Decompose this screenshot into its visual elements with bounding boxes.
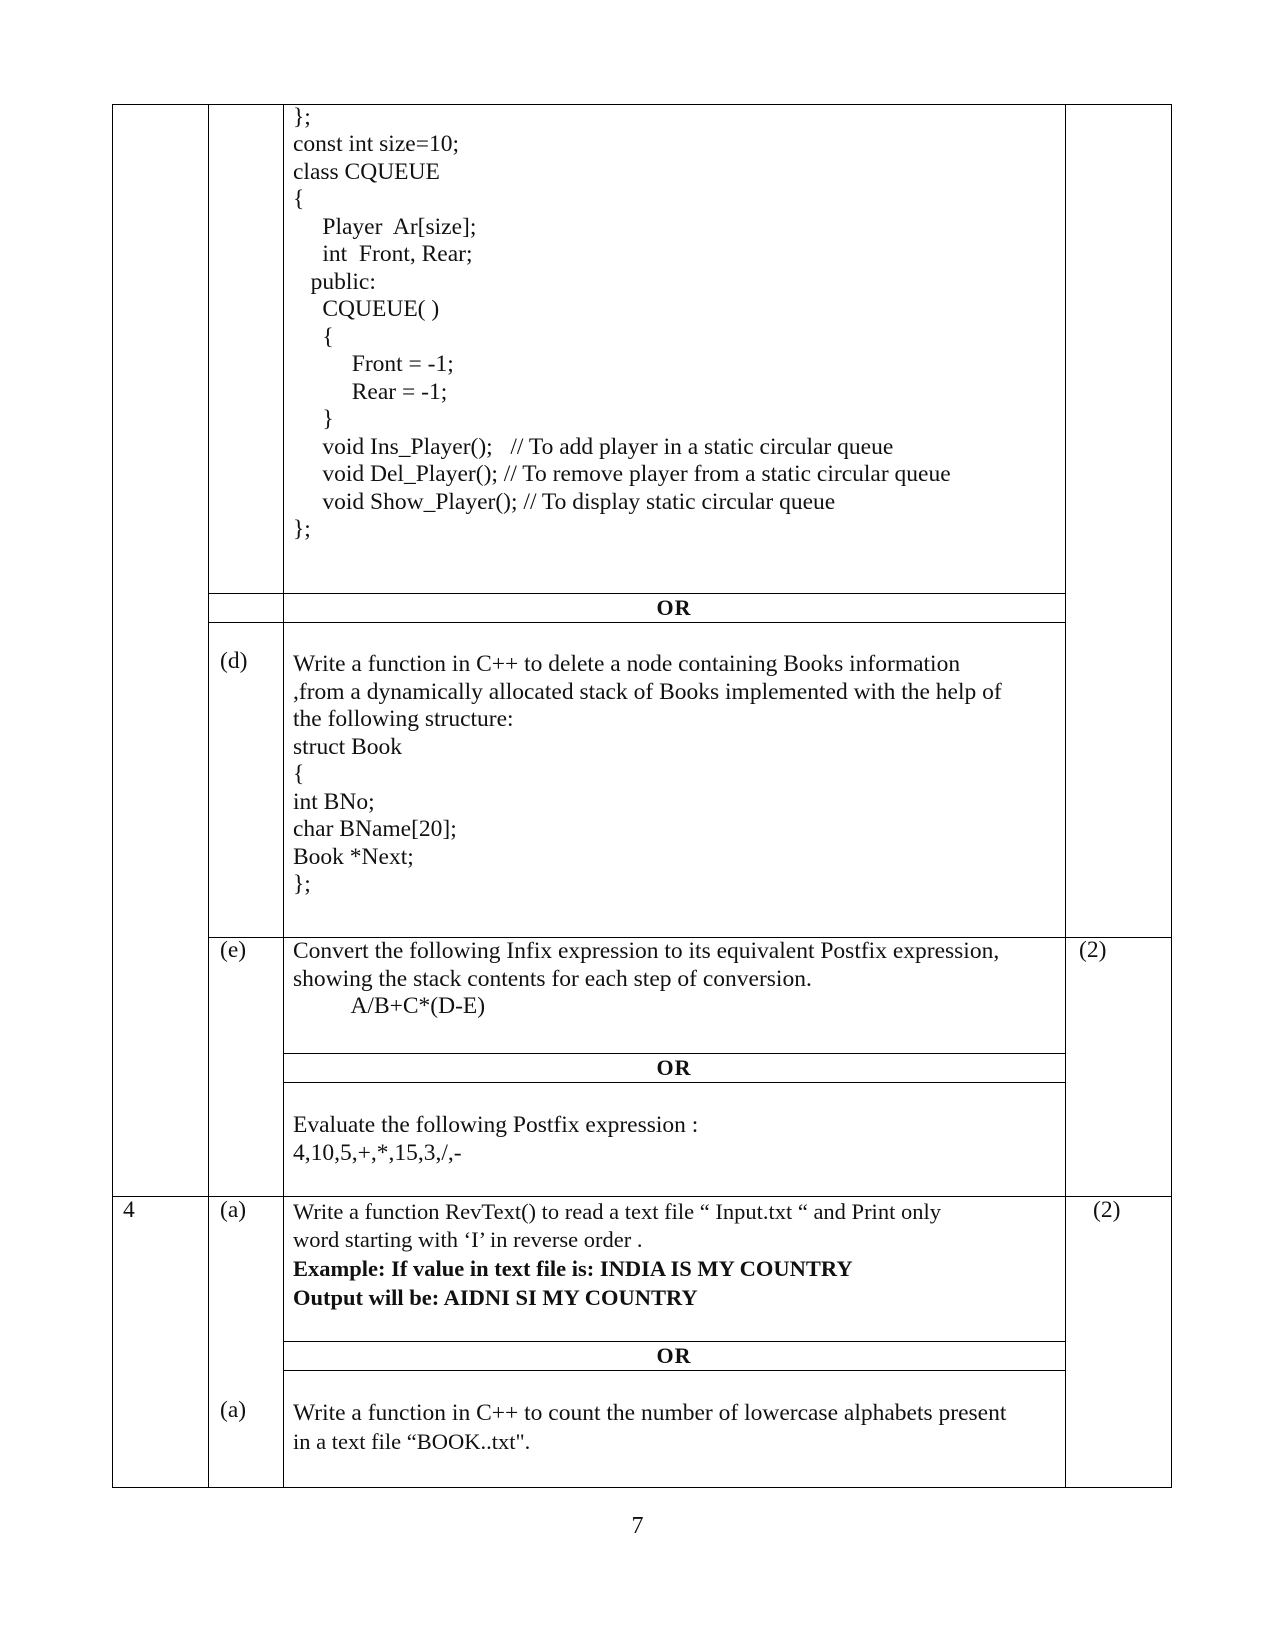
- question-3e-label: (e): [220, 937, 247, 963]
- question-number-4: 4: [123, 1197, 135, 1223]
- or-divider-1: OR: [656, 595, 692, 620]
- code-line: {: [293, 324, 334, 350]
- text-line: struct Book: [293, 734, 403, 760]
- example-line: Example: If value in text file is: INDIA IS MY COUNTRY: [293, 1256, 853, 1281]
- code-line: }: [293, 406, 334, 432]
- code-line: class CQUEUE: [293, 159, 440, 185]
- text-line: A/B+C*(D-E): [293, 993, 486, 1019]
- code-line: const int size=10;: [293, 131, 459, 157]
- code-line: public:: [293, 269, 376, 295]
- table-divider-2: [283, 104, 284, 1488]
- code-line: Rear = -1;: [293, 379, 448, 405]
- text-line: Convert the following Infix expression to its equivalent Postfix expression,: [293, 938, 1000, 964]
- code-line: void Del_Player(); // To remove player from a static circular queue: [293, 461, 951, 487]
- text-line: the following structure:: [293, 706, 514, 732]
- question-4a-label: (a): [220, 1197, 247, 1223]
- text-line: int BNo;: [293, 789, 375, 815]
- code-line: CQUEUE( ): [293, 296, 440, 322]
- question-4a-alt-label: (a): [220, 1397, 247, 1423]
- text-line: };: [293, 871, 311, 897]
- code-line: Front = -1;: [293, 351, 454, 377]
- table-border-top: [112, 104, 1172, 105]
- text-line: {: [293, 761, 305, 787]
- or-row-4-bottom: [283, 1370, 1065, 1371]
- row-4-top: [112, 1196, 1172, 1197]
- text-line: ,from a dynamically allocated stack of Books implemented with the help of: [293, 679, 1002, 705]
- code-line: };: [293, 516, 311, 542]
- code-line: void Ins_Player(); // To add player in a static circular queue: [293, 434, 894, 460]
- text-line: Evaluate the following Postfix expression :: [293, 1112, 699, 1138]
- code-line: {: [293, 186, 305, 212]
- table-border-bottom: [112, 1487, 1172, 1488]
- or-row-bottom: [208, 622, 1065, 623]
- text-line: 4,10,5,+,*,15,3,/,-: [293, 1140, 462, 1166]
- question-4a-marks: (2): [1093, 1197, 1121, 1223]
- text-line: Write a function RevText() to read a text file “ Input.txt “ and Print only: [293, 1199, 941, 1224]
- text-line: in a text file “BOOK..txt".: [293, 1429, 531, 1454]
- table-divider-1: [208, 104, 209, 1488]
- or-divider-2: OR: [656, 1055, 692, 1080]
- text-line: Book *Next;: [293, 844, 414, 870]
- table-divider-3: [1065, 104, 1066, 1488]
- text-line: Write a function in C++ to delete a node containing Books information: [293, 651, 961, 677]
- code-line: Player Ar[size];: [293, 214, 477, 240]
- or-row-3e-bottom: [283, 1082, 1065, 1083]
- code-line: void Show_Player(); // To display static circular queue: [293, 489, 836, 515]
- question-3d-label: (d): [220, 648, 248, 674]
- example-line: Output will be: AIDNI SI MY COUNTRY: [293, 1285, 698, 1310]
- text-line: char BName[20];: [293, 816, 457, 842]
- text-line: showing the stack contents for each step of conversion.: [293, 966, 812, 992]
- table-border-left: [112, 104, 113, 1488]
- code-line: int Front, Rear;: [293, 241, 473, 267]
- text-line: Write a function in C++ to count the number of lowercase alphabets present: [293, 1400, 1007, 1426]
- question-3e-marks: (2): [1079, 937, 1107, 963]
- table-border-right: [1171, 104, 1172, 1488]
- text-line: word starting with ‘I’ in reverse order .: [293, 1227, 643, 1252]
- page-number: 7: [631, 1513, 644, 1539]
- code-line: };: [293, 104, 311, 130]
- or-divider-3: OR: [656, 1343, 692, 1368]
